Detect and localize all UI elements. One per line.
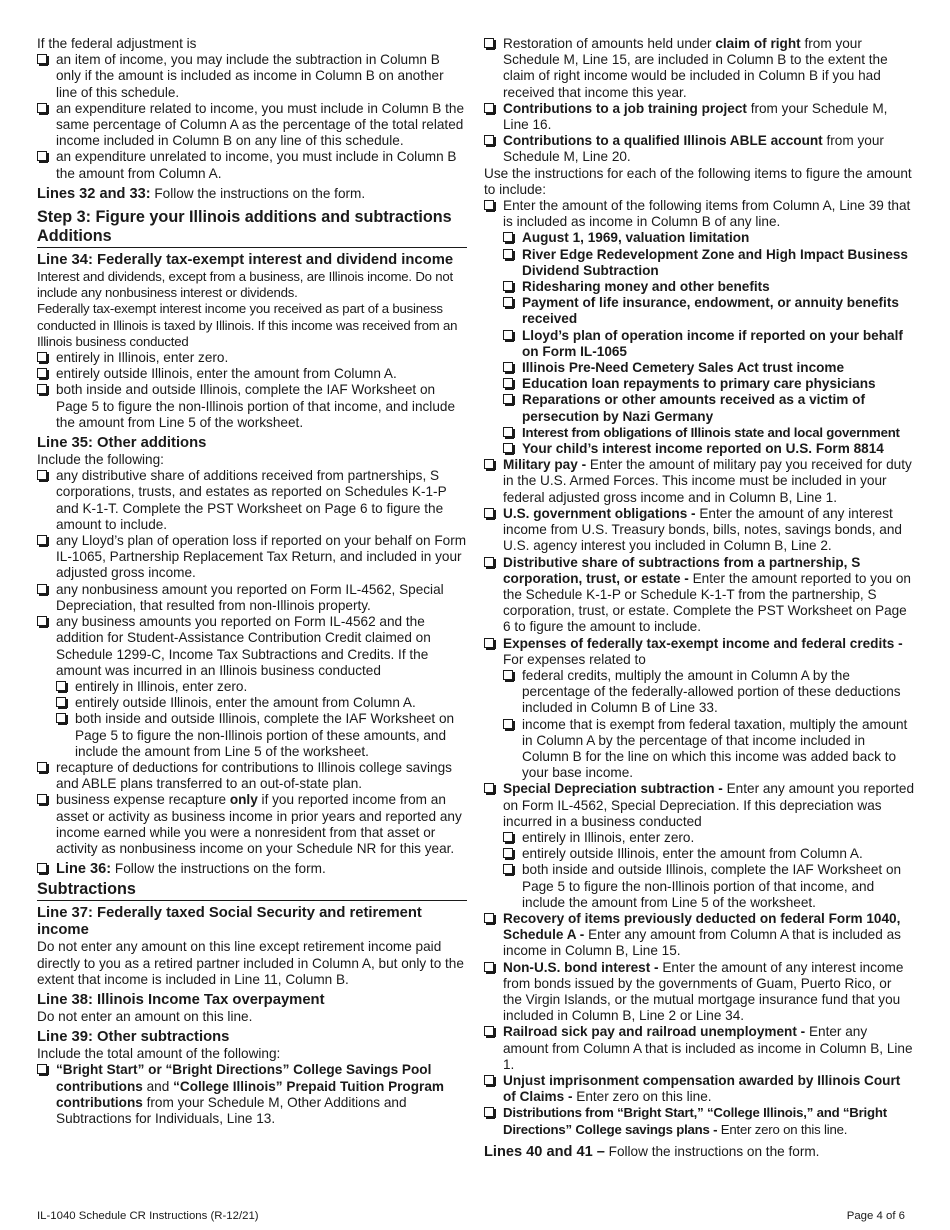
list-item: an expenditure unrelated to income, you must include in Column B the amount from Column A. (37, 149, 467, 181)
line35-intro: Include the following: (37, 452, 164, 468)
checkbox-bullet-icon (503, 249, 513, 259)
checkbox-bullet-icon (484, 913, 494, 923)
list-subitem: Lloyd’s plan of operation income if reported on your behalf on Form IL-1065 (503, 328, 914, 360)
checkbox-bullet-icon (56, 713, 66, 723)
list-item: Recovery of items previously deducted on federal Form 1040, Schedule A - Enter any amount from Column A that is included as income in Column B, Line 15. (484, 911, 914, 960)
checkbox-bullet-icon (37, 470, 47, 480)
list-item: Distributive share of subtractions from a partnership, S corporation, trust, or estate - Enter the amount reported to you on the Schedule K-1-P or Schedule K-1-T from the partnership, S corporation, trust, or estate. Complete the PST Worksheet on Page 6 to figure the amount to include. (484, 555, 914, 636)
checkbox-bullet-icon (503, 378, 513, 388)
list-subitem: entirely outside Illinois, enter the amount from Column A. (503, 846, 914, 862)
list-subitem: both inside and outside Illinois, complete the IAF Worksheet on Page 5 to figure the non-Illinois portion of these amounts, and include the amount from Line 5 of the worksheet. (56, 711, 467, 760)
list-subitem: Interest from obligations of Illinois state and local government (503, 425, 914, 441)
checkbox-bullet-icon (37, 1064, 47, 1074)
checkbox-bullet-icon (503, 832, 513, 842)
checkbox-bullet-icon (484, 962, 494, 972)
checkbox-bullet-icon (37, 151, 47, 161)
list-item: any business amounts you reported on Form IL-4562 and the addition for Student-Assistance Contribution Credit claimed on Schedule 1299-C, Income Tax Subtractions and Credits. If the amount was incurred in an Illinois business conducted (37, 614, 467, 679)
list-item: U.S. government obligations - Enter the amount of any interest income from U.S. Treasury bonds, bills, notes, savings bonds, and U.S. agency interest you included in Column B, Line 2. (484, 506, 914, 555)
list-subitem: Ridesharing money and other benefits (503, 279, 914, 295)
checkbox-bullet-icon (484, 1026, 494, 1036)
checkbox-bullet-icon (37, 863, 47, 873)
checkbox-bullet-icon (503, 394, 513, 404)
checkbox-bullet-icon (503, 848, 513, 858)
list-item: an expenditure related to income, you must include in Column B the same percentage of Column A as the percentage of the total related income included in Column B on any line of this schedule. (37, 101, 467, 150)
additions-heading: Additions (37, 227, 467, 248)
list-item: Restoration of amounts held under claim of right from your Schedule M, Line 15, are included in Column B to the extent the claim of right income would be included in Column B if you had received that income this year. (484, 36, 914, 101)
line34-p1: Interest and dividends, except from a business, are Illinois income. Do not include any nonbusiness interest or dividends. (37, 269, 454, 301)
line35-heading: Line 35: Other additions (37, 435, 207, 452)
checkbox-bullet-icon (37, 616, 47, 626)
list-item: business expense recapture only if you reported income from an asset or activity as business income in prior years and reported any income earned while you were a nonresident from that asset or activity as nonbusiness income on your Schedule NR for this year. (37, 792, 467, 857)
line36: Line 36: Follow the instructions on the form. (37, 861, 467, 877)
list-item: Special Depreciation subtraction - Enter any amount you reported on Form IL-4562, Special Depreciation. If this depreciation was incurred in a business conducted (484, 781, 914, 830)
checkbox-bullet-icon (484, 135, 494, 145)
line38-text: Do not enter an amount on this line. (37, 1008, 253, 1024)
line37-text: Do not enter any amount on this line except retirement income paid directly to you as a retired partner included in Column A, but only to the extent that income is included in Line 11, Column B. (37, 939, 464, 987)
list-subitem: federal credits, multiply the amount in Column A by the percentage of the federally-allowed portion of these deductions included in Column B of Line 33. (503, 668, 914, 717)
list-item: any nonbusiness amount you reported on Form IL-4562, Special Depreciation, that resulted from non-Illinois property. (37, 582, 467, 614)
checkbox-bullet-icon (37, 794, 47, 804)
checkbox-bullet-icon (484, 557, 494, 567)
list-item: “Bright Start” or “Bright Directions” College Savings Pool contributions and “College Illinois” Prepaid Tuition Program contributions from your Schedule M, Other Additions and Subtractions for Individuals, Line 13. (37, 1062, 467, 1127)
checkbox-bullet-icon (484, 38, 494, 48)
list-item: Unjust imprisonment compensation awarded by Illinois Court of Claims - Enter zero on this line. (484, 1073, 914, 1105)
checkbox-bullet-icon (484, 508, 494, 518)
subtractions-heading: Subtractions (37, 880, 467, 901)
checkbox-bullet-icon (503, 362, 513, 372)
list-item: an item of income, you may include the subtraction in Column B only if the amount is included as income in Column B on another line of this schedule. (37, 52, 467, 101)
checkbox-bullet-icon (484, 1107, 494, 1117)
list-subitem: Illinois Pre-Need Cemetery Sales Act trust income (503, 360, 914, 376)
list-item: Enter the amount of the following items from Column A, Line 39 that is included as income in Column B of any line. (484, 198, 914, 230)
checkbox-bullet-icon (503, 670, 513, 680)
footer-page-number: Page 4 of 6 (846, 1210, 905, 1222)
checkbox-bullet-icon (37, 103, 47, 113)
list-subitem: both inside and outside Illinois, complete the IAF Worksheet on Page 5 to figure the non-Illinois portion of that income, and include the amount from Line 5 of the worksheet. (503, 862, 914, 911)
checkbox-bullet-icon (37, 368, 47, 378)
checkbox-bullet-icon (484, 1075, 494, 1085)
checkbox-bullet-icon (503, 232, 513, 242)
checkbox-bullet-icon (503, 443, 513, 453)
list-item: Railroad sick pay and railroad unemployment - Enter any amount from Column A that is included as income in Column B, Line 1. (484, 1024, 914, 1073)
checkbox-bullet-icon (484, 783, 494, 793)
list-subitem: River Edge Redevelopment Zone and High Impact Business Dividend Subtraction (503, 247, 914, 279)
lines40-41: Lines 40 and 41 – Follow the instructions on the form. (484, 1143, 820, 1160)
checkbox-bullet-icon (37, 54, 47, 64)
step3-heading: Step 3: Figure your Illinois additions and subtractions (37, 208, 452, 227)
checkbox-bullet-icon (37, 584, 47, 594)
checkbox-bullet-icon (503, 297, 513, 307)
footer-form-id: IL-1040 Schedule CR Instructions (R-12/21) (37, 1210, 259, 1222)
fed-adj-intro: If the federal adjustment is (37, 36, 197, 51)
list-subitem: August 1, 1969, valuation limitation (503, 230, 914, 246)
checkbox-bullet-icon (37, 535, 47, 545)
line34-p2: Federally tax-exempt interest income you received as part of a business conducted in Illinois is taxed by Illinois. If this income was received from an Illinois business conducted (37, 301, 458, 349)
checkbox-bullet-icon (37, 384, 47, 394)
list-item: Contributions to a job training project from your Schedule M, Line 16. (484, 101, 914, 133)
checkbox-bullet-icon (56, 697, 66, 707)
list-subitem: Your child’s interest income reported on U.S. Form 8814 (503, 441, 914, 457)
line34-heading: Line 34: Federally tax-exempt interest and dividend income (37, 252, 454, 269)
list-subitem: income that is exempt from federal taxation, multiply the amount in Column A by the percentage of that income included in Column B for the line on which this income was added back to your base income. (503, 717, 914, 782)
line37-heading: Line 37: Federally taxed Social Security and retirement income (37, 905, 422, 939)
checkbox-bullet-icon (503, 330, 513, 340)
list-item: entirely in Illinois, enter zero. (37, 350, 467, 366)
checkbox-bullet-icon (37, 352, 47, 362)
list-item: any distributive share of additions received from partnerships, S corporations, trusts, and estates as reported on Schedules K-1-P and K-1-T. Complete the PST Worksheet on Page 6 to figure the amount to include. (37, 468, 467, 533)
list-subitem: entirely in Illinois, enter zero. (503, 830, 914, 846)
line39-intro: Include the total amount of the following: (37, 1046, 281, 1062)
list-subitem: Reparations or other amounts received as a victim of persecution by Nazi Germany (503, 392, 914, 424)
list-item: entirely outside Illinois, enter the amount from Column A. (37, 366, 467, 382)
list-subitem: entirely in Illinois, enter zero. (56, 679, 467, 695)
checkbox-bullet-icon (503, 719, 513, 729)
list-item: both inside and outside Illinois, complete the IAF Worksheet on Page 5 to figure the non-Illinois portion of that income, and include the amount from Line 5 of the worksheet. (37, 382, 467, 431)
list-subitem: entirely outside Illinois, enter the amount from Column A. (56, 695, 467, 711)
checkbox-bullet-icon (484, 459, 494, 469)
list-item: Non-U.S. bond interest - Enter the amount of any interest income from bonds issued by the governments of Guam, Puerto Rico, or the Virgin Islands, or the mutual mortgage insurance fund that you included in Column B, Line 2 or Line 34. (484, 960, 914, 1025)
list-item: any Lloyd’s plan of operation loss if reported on your behalf on Form IL-1065, Partnership Replacement Tax Return, and included in your adjusted gross income. (37, 533, 467, 582)
list-item: Expenses of federally tax-exempt income and federal credits - For expenses related to (484, 636, 914, 668)
checkbox-bullet-icon (503, 864, 513, 874)
line38-heading: Line 38: Illinois Income Tax overpayment (37, 991, 325, 1008)
left-column (37, 36, 467, 1127)
line39-heading: Line 39: Other subtractions (37, 1029, 230, 1046)
list-subitem: Payment of life insurance, endowment, or annuity benefits received (503, 295, 914, 327)
right-column (484, 36, 914, 1160)
list-subitem: Education loan repayments to primary care physicians (503, 376, 914, 392)
list-item: Military pay - Enter the amount of military pay you received for duty in the U.S. Armed Forces. This income must be included in your federal adjusted gross income and in Column B, Line 1. (484, 457, 914, 506)
checkbox-bullet-icon (484, 200, 494, 210)
checkbox-bullet-icon (56, 681, 66, 691)
checkbox-bullet-icon (37, 762, 47, 772)
list-item: Contributions to a qualified Illinois ABLE account from your Schedule M, Line 20. (484, 133, 914, 165)
checkbox-bullet-icon (503, 427, 513, 437)
use-instructions: Use the instructions for each of the following items to figure the amount to include: (484, 165, 912, 197)
lines32-33: Lines 32 and 33: Follow the instructions on the form. (37, 185, 366, 202)
list-item: Distributions from “Bright Start,” “College Illinois,” and “Bright Directions” College savings plans - Enter zero on this line. (484, 1105, 914, 1137)
checkbox-bullet-icon (503, 281, 513, 291)
checkbox-bullet-icon (484, 103, 494, 113)
checkbox-bullet-icon (484, 638, 494, 648)
list-item: recapture of deductions for contributions to Illinois college savings and ABLE plans transferred to an out-of-state plan. (37, 760, 467, 792)
